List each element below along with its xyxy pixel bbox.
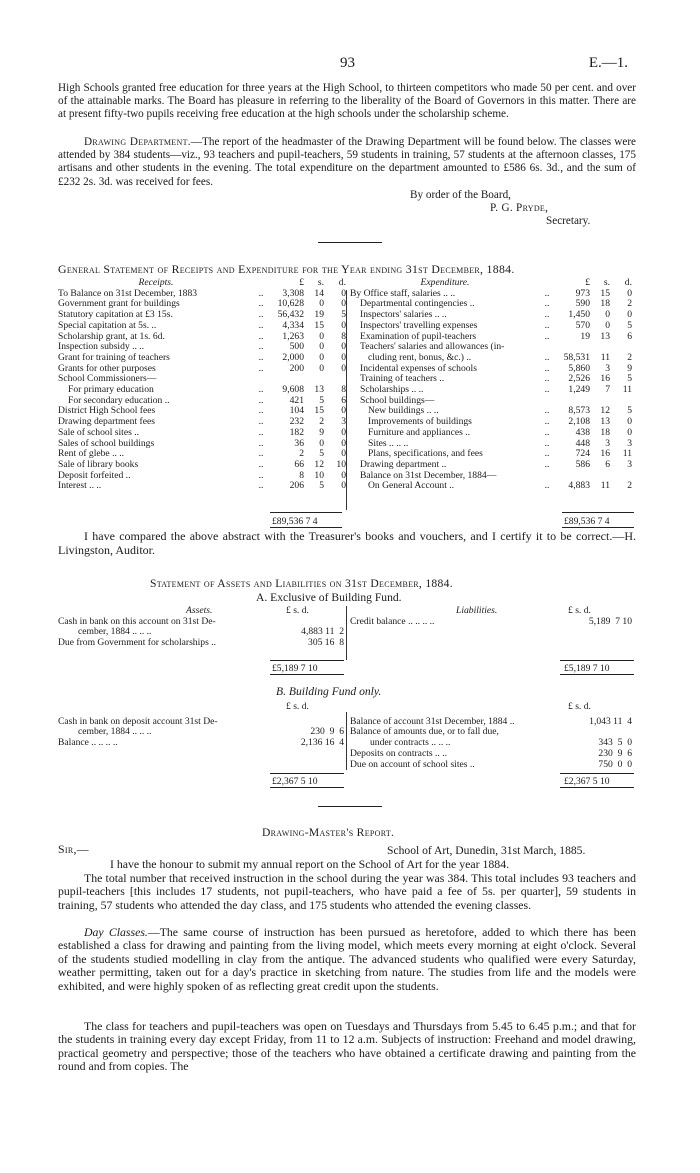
amount-shillings: 5 xyxy=(319,480,324,492)
amount-pounds: 421 xyxy=(289,394,304,406)
amount-shillings: 0 xyxy=(319,437,324,449)
amount-pence: 5 xyxy=(627,373,632,385)
amount-pence: 0 xyxy=(341,287,346,299)
amount-shillings: 16 xyxy=(600,448,610,460)
row-leader: .. xyxy=(258,319,264,331)
intro-paragraph-1 xyxy=(58,82,636,122)
amount-shillings: 0 xyxy=(319,298,324,310)
amount-pounds: 1,263 xyxy=(282,330,304,342)
amount-pounds: 2,000 xyxy=(282,351,304,363)
statement-row xyxy=(350,617,632,628)
amount-pounds: 58,531 xyxy=(563,351,590,363)
row-leader: .. xyxy=(544,351,550,363)
row-leader: .. xyxy=(544,384,550,396)
amount-shillings: 11 xyxy=(600,480,610,492)
row-leader: .. xyxy=(544,437,550,449)
amount-shillings: 12 xyxy=(600,405,610,417)
row-label: Sale of library books xyxy=(58,458,139,470)
amount-pounds: 3,308 xyxy=(282,287,304,299)
amount-pence: 2 xyxy=(627,480,632,492)
row-leader: .. xyxy=(544,319,550,331)
amount-shillings: 14 xyxy=(314,287,324,299)
amount-shillings: 10 xyxy=(314,469,324,481)
amount-pounds: 586 xyxy=(575,458,590,470)
amount-pounds: 232 xyxy=(289,416,304,428)
amount-shillings: 16 xyxy=(600,373,610,385)
statement-amount: 5,189 7 10 xyxy=(588,615,632,627)
expenditure-total-rule xyxy=(562,512,634,513)
statement-amount: 2,136 16 4 xyxy=(300,737,344,749)
amount-pence: 2 xyxy=(627,298,632,310)
row-leader: .. xyxy=(258,405,264,417)
row-leader: .. xyxy=(544,373,550,385)
row-leader: .. xyxy=(258,330,264,342)
page-header xyxy=(0,55,700,75)
amount-pence: 6 xyxy=(627,330,632,342)
day-classes-text: —The same course of instruction has been pursued as heretofore, added to which there has been established a class for drawing and painting from the living model, which meets every morning at eight o'clock. Several of the students studied modelling in clay from the antique. The advanced students who qualified were every Saturday, weather permitting, taken out for a day's practice in sketching from nature. The studies from life and the models were exhibited, and were highly spoken of as reflecting great credit upon the students. xyxy=(58,925,636,993)
shillings-header: s. xyxy=(603,277,610,288)
expenditure-total-underline xyxy=(562,527,634,528)
receipts-table xyxy=(58,278,346,492)
row-leader: .. xyxy=(544,416,550,428)
row-leader: .. xyxy=(258,351,264,363)
statement-amount: 4,883 11 2 xyxy=(301,626,344,638)
amount-shillings: 5 xyxy=(319,394,324,406)
a-assets-total-underline xyxy=(270,674,344,675)
report-title: Drawing-Master's Report. xyxy=(262,826,395,839)
receipts-heading: Receipts. xyxy=(138,277,174,288)
a-assets-total-rule xyxy=(270,660,344,661)
statement-row xyxy=(350,760,632,771)
amount-pounds: 8 xyxy=(299,469,304,481)
amount-pence: 0 xyxy=(627,426,632,438)
row-label: Inspectors' travelling expenses xyxy=(360,319,478,331)
row-label: School buildings— xyxy=(360,394,435,406)
amount-shillings: 0 xyxy=(605,319,610,331)
b-liabilities-total-rule xyxy=(560,773,634,774)
page-reference: E.—1. xyxy=(588,55,628,71)
amount-shillings: 15 xyxy=(314,319,324,331)
row-label: Drawing department fees xyxy=(58,416,155,428)
row-leader: .. xyxy=(258,448,264,460)
signatory-name: P. G. Pryde, xyxy=(490,202,549,214)
row-label: For primary education xyxy=(68,384,154,396)
amount-pence: 11 xyxy=(622,384,632,396)
row-label: School Commissioners— xyxy=(58,373,157,385)
amount-pounds: 1,249 xyxy=(568,384,590,396)
row-leader: .. xyxy=(258,298,264,310)
row-leader: .. xyxy=(258,469,264,481)
amount-pounds: 1,450 xyxy=(568,309,590,321)
row-label: To Balance on 31st December, 1883 xyxy=(58,287,198,299)
row-leader: .. xyxy=(258,287,264,299)
b-assets-column xyxy=(58,702,344,749)
row-label: District High School fees xyxy=(58,405,156,417)
expenditure-row xyxy=(350,428,632,439)
report-salutation: Sir,— xyxy=(58,842,89,856)
section-a-divider xyxy=(346,606,347,660)
receipts-total-rule xyxy=(270,512,342,513)
statement-row xyxy=(58,638,344,649)
amount-pounds: 2,108 xyxy=(568,416,590,428)
row-leader: .. xyxy=(544,448,550,460)
amount-shillings: 0 xyxy=(605,309,610,321)
assets-currency-header: £ s. d. xyxy=(286,605,309,616)
amount-pence: 0 xyxy=(627,287,632,299)
row-label: Sale of school sites .. xyxy=(58,426,140,438)
amount-pence: 0 xyxy=(341,341,346,353)
expenditure-row xyxy=(350,481,632,492)
row-leader: .. xyxy=(544,330,550,342)
report-paragraph-2: The total number that received instruction in the school during the year was 384. This total includes 93 teachers and pupil-teachers [this includes 17 students, not pupil-teachers, who have paid a fee of 5s. per quarter], 59 students in training, 57 students who attended the day class, and 175 students who attended the evening classes. xyxy=(58,871,636,912)
row-leader: .. xyxy=(544,405,550,417)
amount-pence: 11 xyxy=(622,448,632,460)
amount-pounds: 4,883 xyxy=(568,480,590,492)
row-leader: .. xyxy=(544,426,550,438)
row-label: Scholarships .. .. xyxy=(360,384,424,396)
expenditure-row xyxy=(350,321,632,332)
expenditure-heading: Expenditure. xyxy=(420,277,470,288)
statement-amount: 230 9 6 xyxy=(598,747,632,759)
amount-pence: 0 xyxy=(341,437,346,449)
pence-header: d. xyxy=(338,277,346,288)
row-label: Plans, specifications, and fees xyxy=(368,448,483,460)
row-label: Inspection subsidy .. .. xyxy=(58,341,145,353)
section-a-title: A. Exclusive of Building Fund. xyxy=(256,591,402,604)
row-leader: .. xyxy=(258,362,264,374)
a-liabilities-column xyxy=(350,606,632,627)
amount-pounds: 19 xyxy=(580,330,590,342)
general-statement-title xyxy=(58,263,515,276)
amount-pence: 0 xyxy=(341,405,346,417)
row-leader: .. xyxy=(544,298,550,310)
section-divider xyxy=(318,242,382,243)
amount-pence: 0 xyxy=(341,426,346,438)
amount-pence: 0 xyxy=(341,480,346,492)
amount-shillings: 15 xyxy=(314,405,324,417)
row-label: Examination of pupil-teachers xyxy=(360,330,477,342)
amount-pounds: 9,608 xyxy=(282,384,304,396)
receipts-row xyxy=(58,481,346,492)
row-label: New buildings .. .. xyxy=(368,405,439,417)
row-leader: .. xyxy=(258,309,264,321)
amount-pence: 3 xyxy=(341,416,346,428)
report-paragraph-4: The class for teachers and pupil-teachers was open on Tuesdays and Thursdays from 5.45 to 6.45 p.m.; and that for the students in training every day except Friday, from 11 to 12 a.m. Subjects of instruction: Freehand and model drawing, practical geometry and perspective; those of the teachers who have obtained a certificate drawing and painting from the round and from copies. The xyxy=(58,1019,636,1074)
row-leader: .. xyxy=(544,287,550,299)
amount-pence: 0 xyxy=(341,319,346,331)
amount-pounds: 8,573 xyxy=(568,405,590,417)
amount-shillings: 3 xyxy=(605,437,610,449)
order-line: By order of the Board, xyxy=(410,189,511,201)
a-assets-column xyxy=(58,606,344,649)
b-liabilities-currency-header: £ s. d. xyxy=(568,701,591,712)
statement-label: Deposits on contracts .. .. xyxy=(350,747,447,759)
assets-statement-title: Statement of Assets and Liabilities on 31st December, 1884. xyxy=(150,577,453,590)
row-label: Incidental expenses of schools xyxy=(360,362,477,374)
amount-pounds: 570 xyxy=(575,319,590,331)
row-label: Deposit forfeited .. xyxy=(58,469,131,481)
amount-shillings: 18 xyxy=(600,298,610,310)
intro-text-1: High Schools granted free education for three years at the High School, to thirteen competitors who made 50 per cent. and over of the attainable marks. The Board has pleasure in referring to the liberality of the Board of Governors in this matter. There are at present fifty-two pupils receiving free education at the high schools under the scholarship scheme. xyxy=(58,82,636,121)
assets-heading: Assets. xyxy=(186,605,213,616)
amount-shillings: 9 xyxy=(319,426,324,438)
report-dateline: School of Art, Dunedin, 31st March, 1885. xyxy=(387,844,586,857)
row-leader: .. xyxy=(258,480,264,492)
receipts-row xyxy=(58,321,346,332)
general-statement-title-text: General Statement of Receipts and Expenditure for the Year ending 31st December, 1884. xyxy=(58,262,515,276)
b-assets-total-rule xyxy=(270,773,344,774)
row-label: Sites .. .. .. xyxy=(368,437,409,449)
intro-paragraph-2 xyxy=(58,136,636,189)
b-assets-total: £2,367 5 10 xyxy=(272,776,318,787)
amount-pence: 0 xyxy=(341,351,346,363)
amount-pounds: 448 xyxy=(575,437,590,449)
statement-label: Credit balance .. .. .. .. xyxy=(350,615,435,627)
amount-pence: 8 xyxy=(341,384,346,396)
row-label: Grant for training of teachers xyxy=(58,351,170,363)
receipts-total-underline xyxy=(270,527,342,528)
row-label: Departmental contingencies .. xyxy=(360,298,475,310)
amount-pence: 8 xyxy=(341,330,346,342)
auditor-certification: I have compared the above abstract with the Treasurer's books and vouchers, and I certify it to be correct.—H. Livingston, Auditor. xyxy=(58,529,636,557)
row-label: Training of teachers .. xyxy=(360,373,445,385)
shillings-header: s. xyxy=(317,277,324,288)
amount-shillings: 0 xyxy=(319,351,324,363)
statement-column-divider xyxy=(346,290,347,510)
day-classes-heading: Day Classes. xyxy=(84,925,148,939)
expenditure-total: £89,536 7 4 xyxy=(564,516,610,527)
report-text-3 xyxy=(58,926,636,993)
amount-pence: 0 xyxy=(627,416,632,428)
amount-shillings: 13 xyxy=(600,416,610,428)
amount-pounds: 104 xyxy=(289,405,304,417)
amount-pounds: 36 xyxy=(294,437,304,449)
amount-pounds: 438 xyxy=(575,426,590,438)
receipts-row xyxy=(58,428,346,439)
statement-amount: 1,043 11 4 xyxy=(589,715,632,727)
row-label: Sales of school buildings xyxy=(58,437,155,449)
row-label: Inspectors' salaries .. .. xyxy=(360,309,447,321)
amount-shillings: 3 xyxy=(605,362,610,374)
row-leader: .. xyxy=(258,384,264,396)
pounds-header: £ xyxy=(299,277,304,288)
row-leader: .. xyxy=(544,362,550,374)
b-assets-currency-header: £ s. d. xyxy=(286,701,309,712)
row-label: For secondary education .. xyxy=(68,394,170,406)
row-leader: .. xyxy=(258,437,264,449)
amount-pounds: 5,860 xyxy=(568,362,590,374)
liabilities-currency-header: £ s. d. xyxy=(568,605,591,616)
amount-pounds: 2,526 xyxy=(568,373,590,385)
row-leader: .. xyxy=(544,480,550,492)
amount-shillings: 0 xyxy=(319,341,324,353)
statement-label: Due on account of school sites .. xyxy=(350,758,475,770)
row-label: Special capitation at 5s. .. xyxy=(58,319,157,331)
row-leader: .. xyxy=(258,394,264,406)
statement-amount: 750 0 0 xyxy=(598,758,632,770)
amount-pounds: 56,432 xyxy=(277,309,304,321)
drawing-department-text: —The report of the headmaster of the Drawing Department will be found below. The classes were attended by 384 students—viz., 93 teachers and pupil-teachers, 59 students in training, 57 students at the afternoon classes, 175 artisans and other students in the evening. The total expenditure on the department amounted to £586 6s. 3d., and the sum of £232 2s. 3d. was received for fees. xyxy=(58,136,637,188)
row-label: On General Account .. xyxy=(368,480,455,492)
amount-shillings: 7 xyxy=(605,384,610,396)
amount-shillings: 18 xyxy=(600,426,610,438)
amount-pence: 6 xyxy=(341,394,346,406)
a-liabilities-total-underline xyxy=(560,674,634,675)
amount-shillings: 11 xyxy=(600,351,610,363)
section-b-title: B. Building Fund only. xyxy=(276,685,382,698)
row-label: Statutory capitation at £3 15s. xyxy=(58,309,173,321)
signatory-title: Secretary. xyxy=(546,215,591,227)
amount-shillings: 12 xyxy=(314,458,324,470)
statement-amount: 305 16 8 xyxy=(308,637,344,649)
amount-pounds: 724 xyxy=(575,448,590,460)
a-liabilities-total-rule xyxy=(560,660,634,661)
amount-shillings: 6 xyxy=(605,458,610,470)
amount-pence: 0 xyxy=(627,309,632,321)
row-label: Grants for other purposes xyxy=(58,362,156,374)
report-divider xyxy=(318,806,382,807)
a-assets-total: £5,189 7 10 xyxy=(272,663,318,674)
amount-pence: 0 xyxy=(341,469,346,481)
statement-amount: 230 9 6 xyxy=(310,726,344,738)
amount-pence: 0 xyxy=(341,362,346,374)
amount-shillings: 2 xyxy=(319,416,324,428)
amount-pounds: 182 xyxy=(289,426,304,438)
b-liabilities-total: £2,367 5 10 xyxy=(564,776,610,787)
amount-pounds: 4,334 xyxy=(282,319,304,331)
amount-pence: 5 xyxy=(627,319,632,331)
amount-shillings: 0 xyxy=(319,362,324,374)
amount-pounds: 500 xyxy=(289,341,304,353)
statement-label: Cash in bank on deposit account 31st De- xyxy=(58,715,218,727)
expenditure-table xyxy=(350,278,632,492)
statement-label: cember, 1884 .. .. .. xyxy=(78,626,152,638)
row-leader: .. xyxy=(258,458,264,470)
statement-row xyxy=(58,738,344,749)
amount-pounds: 10,628 xyxy=(277,298,304,310)
row-label: Scholarship grant, at 1s. 6d. xyxy=(58,330,165,342)
amount-shillings: 0 xyxy=(319,330,324,342)
row-leader: .. xyxy=(258,341,264,353)
a-liabilities-total: £5,189 7 10 xyxy=(564,663,610,674)
statement-label: under contracts .. .. .. xyxy=(370,737,451,749)
b-liabilities-column xyxy=(350,702,632,770)
b-assets-total-underline xyxy=(270,787,344,788)
b-liabilities-total-underline xyxy=(560,787,634,788)
intro-text-2 xyxy=(58,136,636,189)
amount-pounds: 200 xyxy=(289,362,304,374)
report-paragraph-1: I have the honour to submit my annual report on the School of Art for the year 1884. xyxy=(110,857,510,871)
statement-amount: 343 5 0 xyxy=(598,737,632,749)
amount-pence: 9 xyxy=(627,362,632,374)
amount-pence: 0 xyxy=(341,298,346,310)
pounds-header: £ xyxy=(585,277,590,288)
row-leader: .. xyxy=(544,309,550,321)
amount-pounds: 590 xyxy=(575,298,590,310)
statement-label: cember, 1884 .. .. .. xyxy=(78,726,152,738)
row-label: Improvements of buildings xyxy=(368,416,472,428)
amount-pounds: 206 xyxy=(289,480,304,492)
amount-pounds: 973 xyxy=(575,287,590,299)
amount-shillings: 15 xyxy=(600,287,610,299)
amount-pence: 10 xyxy=(336,458,346,470)
statement-label: Balance of account 31st December, 1884 .. xyxy=(350,715,515,727)
amount-pounds: 2 xyxy=(299,448,304,460)
statement-label: Balance .. .. .. .. xyxy=(58,737,118,749)
pence-header: d. xyxy=(624,277,632,288)
amount-shillings: 19 xyxy=(314,309,324,321)
amount-pence: 3 xyxy=(627,437,632,449)
amount-shillings: 13 xyxy=(600,330,610,342)
row-label: Interest .. .. xyxy=(58,480,102,492)
row-label: cluding rent, bonus, &c.) .. xyxy=(368,351,472,363)
amount-pounds: 66 xyxy=(294,458,304,470)
row-label: Drawing department .. xyxy=(360,458,447,470)
row-label: Balance on 31st December, 1884— xyxy=(360,469,497,481)
amount-shillings: 13 xyxy=(314,384,324,396)
liabilities-heading: Liabilities. xyxy=(456,605,498,616)
statement-label: Cash in bank on this account on 31st De- xyxy=(58,615,216,627)
row-label: Government grant for buildings xyxy=(58,298,180,310)
row-label: Teachers' salaries and allowances (in- xyxy=(360,341,505,353)
statement-label: Due from Government for scholarships .. xyxy=(58,637,216,649)
amount-pence: 2 xyxy=(627,351,632,363)
receipts-total: £89,536 7 4 xyxy=(272,516,318,527)
row-leader: .. xyxy=(258,416,264,428)
report-paragraph-3 xyxy=(58,926,636,993)
statement-label: Balance of amounts due, or to fall due, xyxy=(350,726,499,738)
amount-pence: 5 xyxy=(341,309,346,321)
row-leader: .. xyxy=(258,426,264,438)
amount-pence: 0 xyxy=(341,448,346,460)
row-leader: .. xyxy=(544,458,550,470)
drawing-department-heading: Drawing Department. xyxy=(84,136,191,148)
page-number: 93 xyxy=(340,55,355,71)
row-label: By Office staff, salaries .. .. xyxy=(350,287,456,299)
row-label: Furniture and appliances .. xyxy=(368,426,471,438)
row-label: Rent of glebe .. .. xyxy=(58,448,125,460)
amount-shillings: 5 xyxy=(319,448,324,460)
amount-pence: 3 xyxy=(627,458,632,470)
section-b-divider xyxy=(346,712,347,770)
amount-pence: 5 xyxy=(627,405,632,417)
